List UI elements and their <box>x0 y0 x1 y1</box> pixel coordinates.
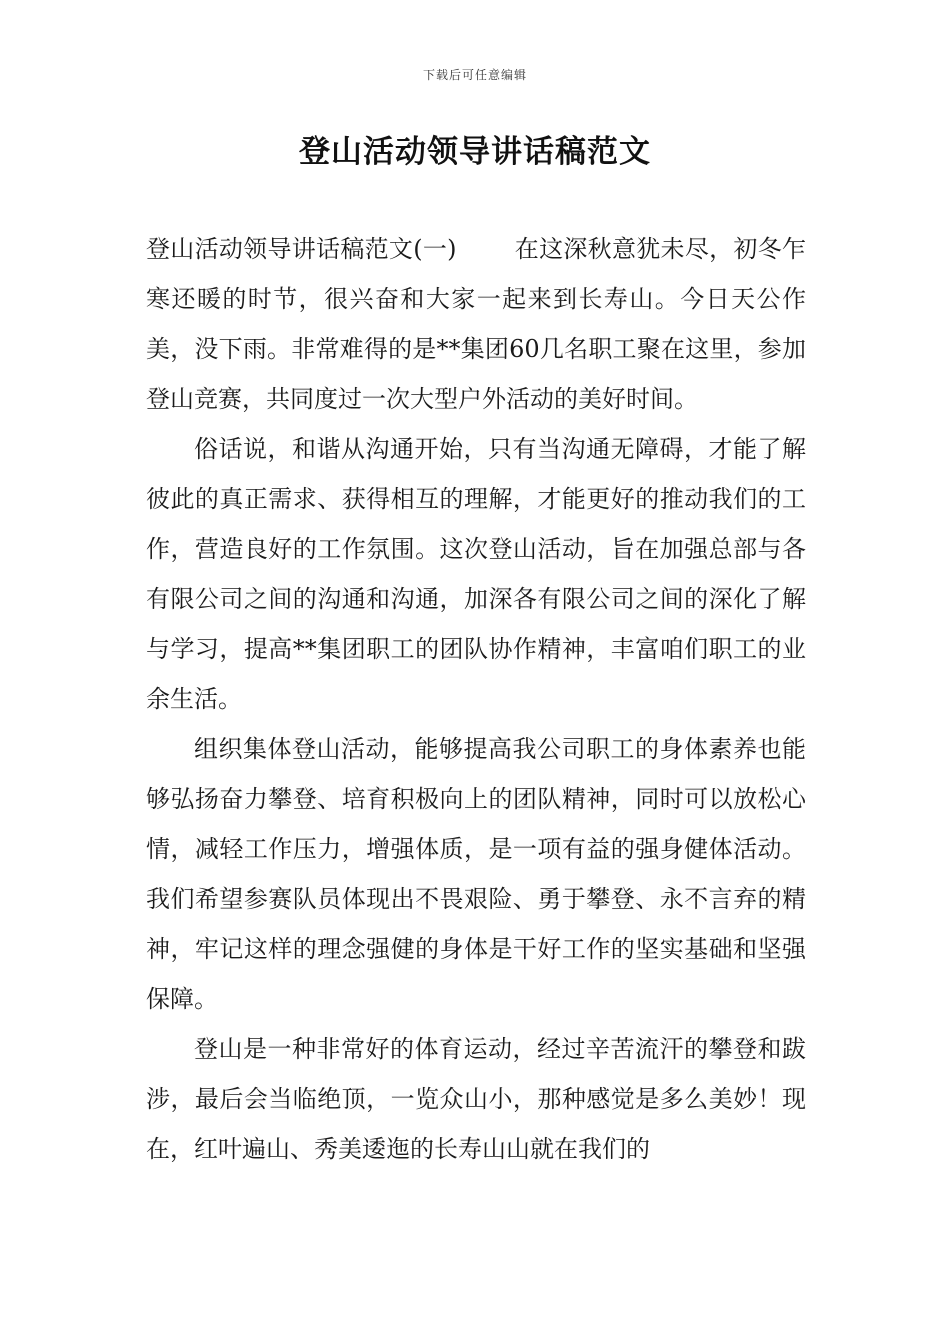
paragraph-1-text: 在这深秋意犹未尽，初冬乍寒还暖的时节，很兴奋和大家一起来到长寿山。今日天公作美，没下雨。非常难得的是**集团60几名职工聚在这里，参加登山竞赛，共同度过一次大型户外活动的美好时间。 <box>146 235 807 413</box>
paragraph-1 <box>146 224 806 424</box>
paragraph-2: 俗话说，和谐从沟通开始，只有当沟通无障碍，才能了解彼此的真正需求、获得相互的理解，才能更好的推动我们的工作，营造良好的工作氛围。这次登山活动，旨在加强总部与各有限公司之间的沟通和沟通，加深各有限公司之间的深化了解与学习，提高**集团职工的团队协作精神，丰富咱们职工的业余生活。 <box>146 435 806 713</box>
header-note: 下载后可任意编辑 <box>422 68 527 82</box>
paragraph-3: 组织集体登山活动，能够提高我公司职工的身体素养也能够弘扬奋力攀登、培育积极向上的团队精神，同时可以放松心情，减轻工作压力，增强体质，是一项有益的强身健体活动。我们希望参赛队员体现出不畏艰险、勇于攀登、永不言弃的精神，牢记这样的理念强健的身体是干好工作的坚实基础和坚强保障。 <box>146 735 806 1013</box>
section-heading: 登山活动领导讲话稿范文(一) <box>146 235 457 263</box>
paragraph-4: 登山是一种非常好的体育运动，经过辛苦流汗的攀登和跋涉，最后会当临绝顶，一览众山小，那种感觉是多么美妙！现在，红叶遍山、秀美逶迤的长寿山山就在我们的 <box>146 1035 806 1163</box>
document-body <box>146 224 806 1174</box>
document-title: 登山活动领导讲话稿范文 <box>299 134 651 170</box>
